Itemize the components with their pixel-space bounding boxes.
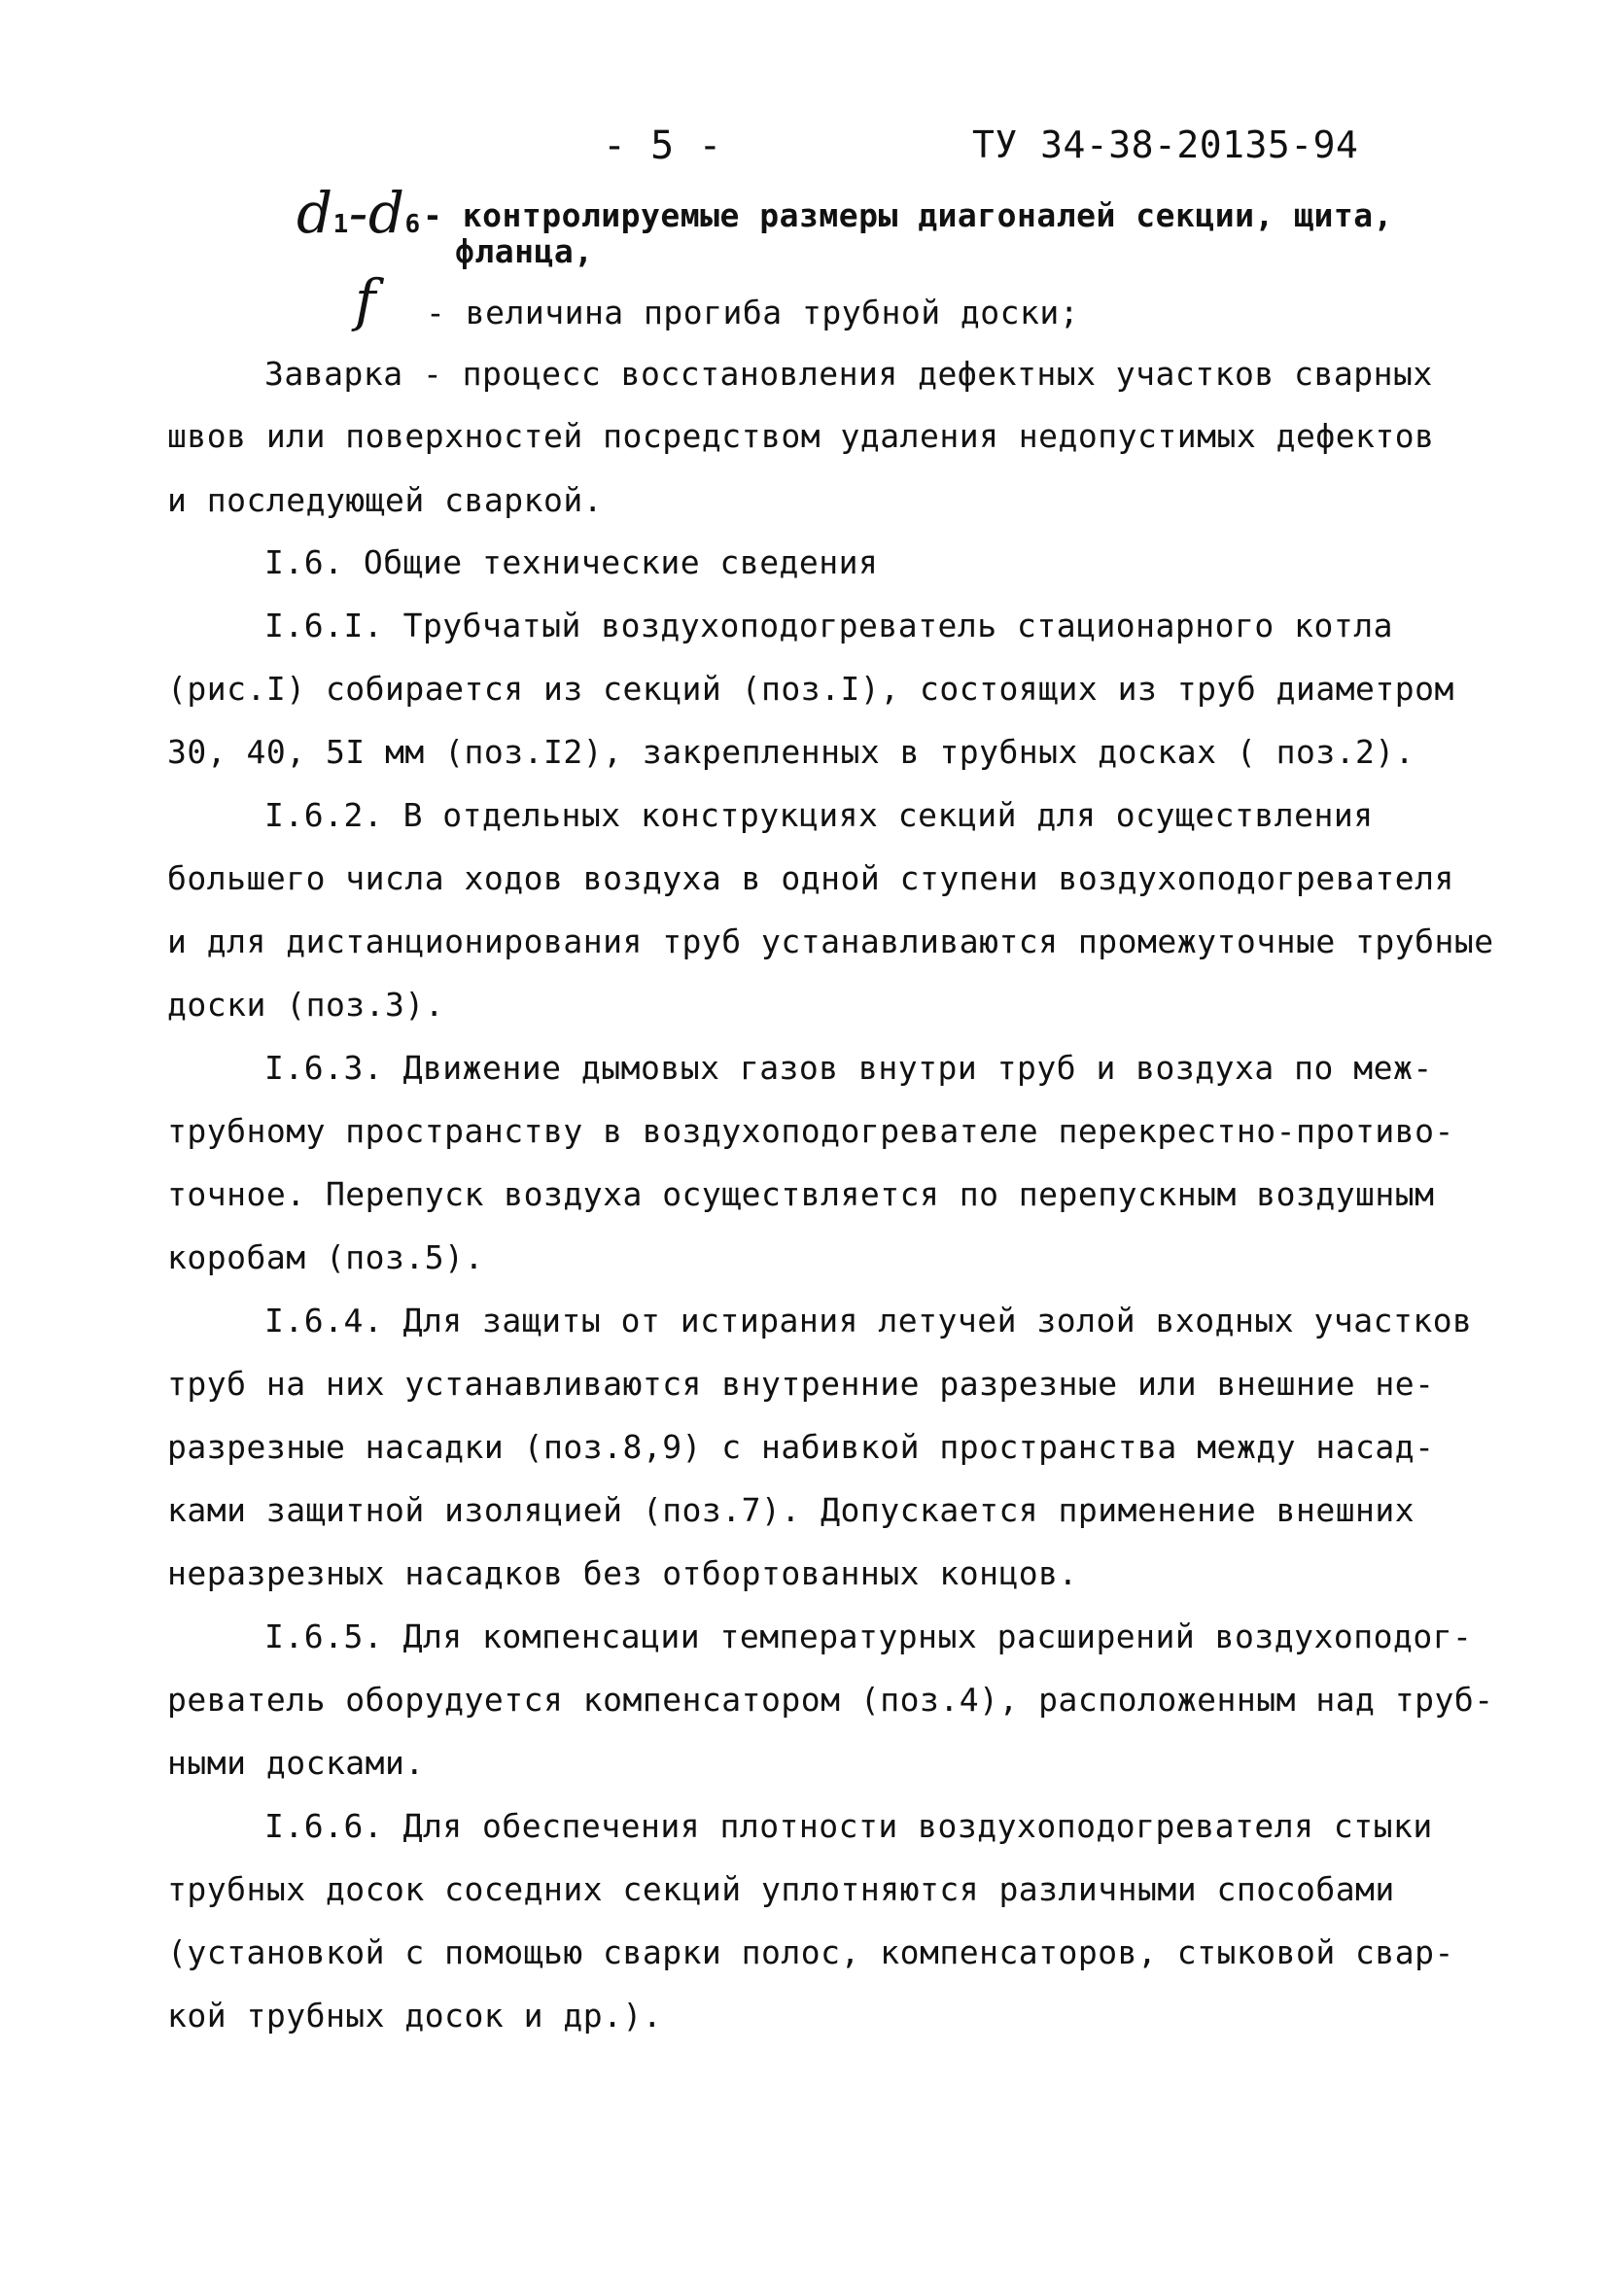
text-line: (рис.I) собирается из секций (поз.I), состоящих из труб диаметром — [167, 670, 1454, 708]
page-number: - 5 - — [603, 123, 722, 168]
text-line: разрезные насадки (поз.8,9) с набивкой пространства между насад- — [167, 1428, 1435, 1466]
text-line: реватель оборудуется компенсатором (поз.4), расположенным над труб- — [167, 1681, 1494, 1719]
text-line: коробам (поз.5). — [167, 1238, 484, 1276]
symbol-sub-1: 1 — [332, 210, 349, 239]
text-line: трубному пространству в воздухоподогревателе перекрестно-противо- — [167, 1112, 1454, 1150]
definition-diagonals-line2: фланца, — [455, 232, 594, 270]
text-line: швов или поверхностей посредством удаления недопустимых дефектов — [167, 417, 1435, 455]
diagonal-symbol — [297, 180, 421, 246]
text-line: I.6.6. Для обеспечения плотности воздухоподогревателя стыки — [264, 1807, 1433, 1845]
text-line: большего числа ходов воздуха в одной ступени воздухоподогревателя — [167, 859, 1454, 897]
text-line: ными досками. — [167, 1744, 425, 1782]
symbol-d6: d — [367, 180, 405, 246]
section-heading: I.6. Общие технические сведения — [264, 543, 879, 581]
text-line: I.6.5. Для компенсации температурных расширений воздухоподог- — [264, 1618, 1473, 1655]
definition-deflection: - величина прогиба трубной доски; — [426, 294, 1080, 331]
definition-diagonals-line1: - контролируемые размеры диагоналей секции, щита, — [423, 196, 1394, 234]
text-line: трубных досок соседних секций уплотняются различными способами — [167, 1870, 1395, 1908]
text-line: и для дистанционирования труб устанавливаются промежуточные трубные — [167, 922, 1494, 960]
text-line: ками защитной изоляцией (поз.7). Допускается применение внешних — [167, 1491, 1415, 1529]
text-line: доски (поз.3). — [167, 986, 445, 1024]
symbol-sub-6: 6 — [404, 210, 421, 239]
deflection-symbol: f — [355, 267, 376, 333]
text-line: (установкой с помощью сварки полос, компенсаторов, стыковой свар- — [167, 1933, 1454, 1971]
text-line: кой трубных досок и др.). — [167, 1997, 663, 2035]
text-line: и последующей сваркой. — [167, 481, 604, 519]
text-line: 30, 40, 5I мм (поз.I2), закрепленных в трубных досках ( поз.2). — [167, 733, 1415, 771]
document-code: ТУ 34-38-20135-94 — [972, 123, 1359, 166]
text-line: неразрезных насадков без отбортованных концов. — [167, 1554, 1078, 1592]
symbol-d1: d — [297, 180, 333, 246]
text-line: I.6.2. В отдельных конструкциях секций для осуществления — [264, 796, 1374, 834]
symbol-dash: - — [348, 180, 368, 246]
text-line: I.6.3. Движение дымовых газов внутри труб и воздуха по меж- — [264, 1049, 1433, 1087]
text-line: Заварка - процесс восстановления дефектных участков сварных — [264, 355, 1433, 393]
text-line: I.6.4. Для защиты от истирания летучей золой входных участков — [264, 1302, 1473, 1339]
text-line: I.6.I. Трубчатый воздухоподогреватель стационарного котла — [264, 607, 1393, 644]
text-line: труб на них устанавливаются внутренние разрезные или внешние не- — [167, 1365, 1435, 1403]
text-line: точное. Перепуск воздуха осуществляется по перепускным воздушным — [167, 1175, 1435, 1213]
